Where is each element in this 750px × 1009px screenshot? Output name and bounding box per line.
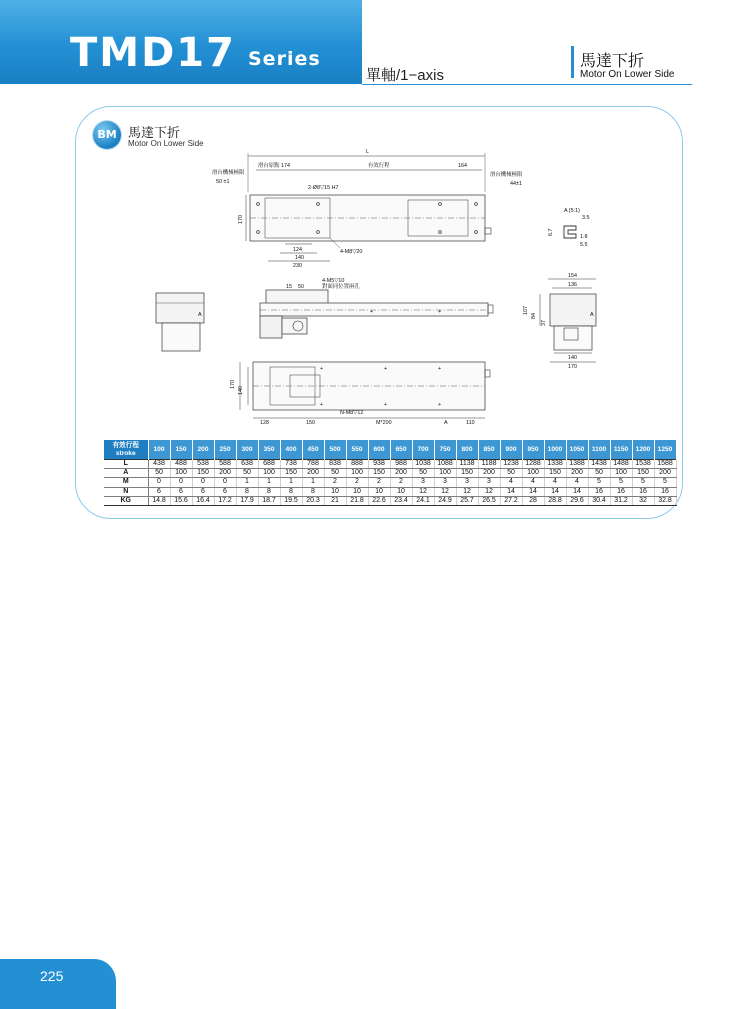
technical-drawing <box>140 140 620 440</box>
dim-140-top: 140 <box>295 255 304 261</box>
table-cell: 988 <box>390 460 412 469</box>
row-label: N <box>104 487 148 496</box>
table-cell: 14.8 <box>148 496 170 505</box>
table-cell: 150 <box>456 469 478 478</box>
table-cell: 150 <box>632 469 654 478</box>
table-cell: 21 <box>324 496 346 505</box>
header-stroke-1000: 1000 <box>544 440 566 460</box>
table-cell: 200 <box>478 469 500 478</box>
table-cell: 100 <box>346 469 368 478</box>
table-cell: 1138 <box>456 460 478 469</box>
footer-tab <box>0 959 116 1009</box>
table-cell: 6 <box>214 487 236 496</box>
table-cell: 16 <box>588 487 610 496</box>
table-cell: 738 <box>280 460 302 469</box>
table-cell: 1438 <box>588 460 610 469</box>
table-row <box>104 478 676 487</box>
table-cell: 30.4 <box>588 496 610 505</box>
header-stroke-1200: 1200 <box>632 440 654 460</box>
table-cell: 0 <box>214 478 236 487</box>
table-cell: 1 <box>236 478 258 487</box>
table-cell: 10 <box>368 487 390 496</box>
table-cell: 14 <box>566 487 588 496</box>
table-cell: 14 <box>500 487 522 496</box>
table-row <box>104 460 676 469</box>
table-cell: 0 <box>148 478 170 487</box>
table-cell: 1038 <box>412 460 434 469</box>
table-cell: 838 <box>324 460 346 469</box>
table-cell: 100 <box>170 469 192 478</box>
table-cell: 1088 <box>434 460 456 469</box>
table-cell: 10 <box>324 487 346 496</box>
table-cell: 200 <box>302 469 324 478</box>
dim-effective-stroke: 有效行程 <box>368 163 390 169</box>
table-cell: 1488 <box>610 460 632 469</box>
table-cell: 24.1 <box>412 496 434 505</box>
page-number: 225 <box>40 968 64 984</box>
dim-37: 37 <box>541 320 547 326</box>
label-mech-limit-left: 滑台機械極限 <box>212 170 245 176</box>
table-cell: 150 <box>368 469 390 478</box>
label-a-left: A <box>198 312 202 318</box>
table-cell: 3 <box>412 478 434 487</box>
table-cell: 12 <box>456 487 478 496</box>
table-cell: 5 <box>654 478 676 487</box>
row-label: KG <box>104 496 148 505</box>
table-cell: 1338 <box>544 460 566 469</box>
marker-plus: + <box>438 402 442 408</box>
table-cell: 8 <box>280 487 302 496</box>
table-cell: 588 <box>214 460 236 469</box>
label-m5: 4-M5▽10 <box>322 278 345 284</box>
table-cell: 200 <box>654 469 676 478</box>
table-cell: 15.6 <box>170 496 192 505</box>
panel-title: 馬達下折 <box>128 125 181 140</box>
header-stroke-1050: 1050 <box>566 440 588 460</box>
table-cell: 638 <box>236 460 258 469</box>
table-cell: 200 <box>214 469 236 478</box>
table-cell: 8 <box>258 487 280 496</box>
table-cell: 50 <box>500 469 522 478</box>
table-cell: 14 <box>522 487 544 496</box>
header-stroke-250: 250 <box>214 440 236 460</box>
table-cell: 1188 <box>478 460 500 469</box>
table-cell: 100 <box>522 469 544 478</box>
dim-5-5: 5.5 <box>580 242 588 248</box>
dim-6-7: 6.7 <box>548 228 554 236</box>
table-cell: 50 <box>588 469 610 478</box>
row-label: A <box>104 469 148 478</box>
header-stroke-450: 450 <box>302 440 324 460</box>
left-end-view <box>156 293 204 351</box>
dim-m200: M*200 <box>376 420 392 426</box>
dim-150: 150 <box>306 420 315 426</box>
header-stroke-350: 350 <box>258 440 280 460</box>
header-stroke-700: 700 <box>412 440 434 460</box>
dim-230: 230 <box>293 263 302 269</box>
table-cell: 32.8 <box>654 496 676 505</box>
table-cell: 28.8 <box>544 496 566 505</box>
table-cell: 50 <box>412 469 434 478</box>
table-cell: 21.8 <box>346 496 368 505</box>
stroke-spec-table <box>104 440 677 506</box>
header-stroke-1250: 1250 <box>654 440 676 460</box>
top-view <box>212 149 523 269</box>
table-cell: 1 <box>280 478 302 487</box>
table-cell: 8 <box>236 487 258 496</box>
table-header-row <box>104 440 676 460</box>
dim-a-bot: A <box>444 420 448 426</box>
table-cell: 3 <box>478 478 500 487</box>
table-cell: 4 <box>544 478 566 487</box>
header-stroke-1100: 1100 <box>588 440 610 460</box>
table-cell: 200 <box>390 469 412 478</box>
label-pin-holes: 2-Ø8▽15 H7 <box>308 185 339 191</box>
table-cell: 938 <box>368 460 390 469</box>
header-stroke-550: 550 <box>346 440 368 460</box>
table-cell: 1 <box>258 478 280 487</box>
label-nm8: N-M8▽12 <box>340 410 364 416</box>
table-cell: 50 <box>148 469 170 478</box>
dim-170-top: 170 <box>238 215 244 224</box>
table-cell: 2 <box>390 478 412 487</box>
dim-3-5: 3.5 <box>582 215 590 221</box>
table-row <box>104 487 676 496</box>
marker-plus: + <box>370 309 374 315</box>
marker-plus: + <box>320 402 324 408</box>
table-cell: 1 <box>302 478 324 487</box>
table-cell: 19.5 <box>280 496 302 505</box>
table-cell: 50 <box>236 469 258 478</box>
table-cell: 16 <box>610 487 632 496</box>
table-cell: 5 <box>610 478 632 487</box>
header-stroke-300: 300 <box>236 440 258 460</box>
table-cell: 1588 <box>654 460 676 469</box>
table-cell: 5 <box>632 478 654 487</box>
table-cell: 1238 <box>500 460 522 469</box>
dim-154: 154 <box>568 273 577 279</box>
table-cell: 1538 <box>632 460 654 469</box>
header-stroke-500: 500 <box>324 440 346 460</box>
dim-50-side: 50 <box>298 284 304 290</box>
table-cell: 26.5 <box>478 496 500 505</box>
table-cell: 4 <box>522 478 544 487</box>
table-cell: 17.9 <box>236 496 258 505</box>
table-cell: 150 <box>192 469 214 478</box>
table-cell: 31.2 <box>610 496 632 505</box>
dim-84: 84 <box>531 313 537 319</box>
bottom-view <box>230 362 490 426</box>
panel-subtitle: Motor On Lower Side <box>128 139 204 148</box>
dim-15: 15 <box>286 284 292 290</box>
header-stroke-1150: 1150 <box>610 440 632 460</box>
table-cell: 27.2 <box>500 496 522 505</box>
table-cell: 488 <box>170 460 192 469</box>
table-cell: 2 <box>346 478 368 487</box>
table-cell: 23.4 <box>390 496 412 505</box>
table-cell: 6 <box>170 487 192 496</box>
table-cell: 0 <box>192 478 214 487</box>
table-cell: 100 <box>610 469 632 478</box>
table-cell: 150 <box>280 469 302 478</box>
header-stroke-650: 650 <box>390 440 412 460</box>
axis-label: 單軸/1−axis <box>366 67 444 84</box>
header-stroke-850: 850 <box>478 440 500 460</box>
section-title: 馬達下折 <box>580 53 645 70</box>
table-cell: 538 <box>192 460 214 469</box>
table-cell: 4 <box>500 478 522 487</box>
dim-140-bot: 140 <box>238 386 244 395</box>
row-label: M <box>104 478 148 487</box>
table-cell: 8 <box>302 487 324 496</box>
table-cell: 16 <box>632 487 654 496</box>
label-m8-top: 4-M8▽20 <box>340 249 363 255</box>
label-opposite-holes: 對面同位置兩孔 <box>322 284 360 290</box>
header-stroke-label <box>104 440 148 460</box>
table-cell: 32 <box>632 496 654 505</box>
dim-140-end: 140 <box>568 355 577 361</box>
dim-164: 164 <box>458 163 467 169</box>
table-cell: 12 <box>434 487 456 496</box>
dim-170-end: 170 <box>568 364 577 370</box>
table-cell: 20.3 <box>302 496 324 505</box>
table-row <box>104 496 676 505</box>
header-stroke-200: 200 <box>192 440 214 460</box>
label-detail-a: A (5:1) <box>564 208 580 214</box>
table-cell: 10 <box>346 487 368 496</box>
table-cell: 6 <box>192 487 214 496</box>
dim-136: 136 <box>568 282 577 288</box>
table-cell: 3 <box>456 478 478 487</box>
header-stroke-750: 750 <box>434 440 456 460</box>
table-cell: 17.2 <box>214 496 236 505</box>
table-cell: 888 <box>346 460 368 469</box>
table-cell: 4 <box>566 478 588 487</box>
marker-plus: + <box>438 366 442 372</box>
header-rule <box>362 84 692 85</box>
dim-107: 107 <box>523 306 529 315</box>
header-stroke-600: 600 <box>368 440 390 460</box>
detail-a <box>548 208 590 248</box>
bm-badge-icon: BM <box>93 121 121 149</box>
table-cell: 688 <box>258 460 280 469</box>
table-cell: 10 <box>390 487 412 496</box>
dim-44: 44±1 <box>510 181 522 187</box>
table-cell: 14 <box>544 487 566 496</box>
dim-L: L <box>366 149 369 155</box>
label-a-right: A <box>590 312 594 318</box>
dim-slide-origin: 滑台原點 174 <box>258 163 291 169</box>
label-mech-limit-right: 滑台機械極限 <box>490 172 523 178</box>
right-end-view <box>523 273 596 370</box>
table-cell: 12 <box>478 487 500 496</box>
dim-124: 124 <box>293 247 302 253</box>
header-stroke-150: 150 <box>170 440 192 460</box>
table-cell: 22.6 <box>368 496 390 505</box>
table-row <box>104 469 676 478</box>
marker-plus: + <box>384 366 388 372</box>
side-view <box>260 278 493 338</box>
table-cell: 5 <box>588 478 610 487</box>
section-subtitle: Motor On Lower Side <box>580 69 675 80</box>
header-stroke-400: 400 <box>280 440 302 460</box>
header-stroke-en: stroke <box>115 449 136 457</box>
dim-128: 128 <box>260 420 269 426</box>
table-cell: 28 <box>522 496 544 505</box>
table-cell: 12 <box>412 487 434 496</box>
table-cell: 2 <box>324 478 346 487</box>
marker-plus: + <box>320 366 324 372</box>
table-cell: 16 <box>654 487 676 496</box>
marker-plus: + <box>438 309 442 315</box>
header-stroke-800: 800 <box>456 440 478 460</box>
table-cell: 50 <box>324 469 346 478</box>
table-cell: 16.4 <box>192 496 214 505</box>
table-cell: 18.7 <box>258 496 280 505</box>
row-label: L <box>104 460 148 469</box>
section-marker <box>571 46 574 78</box>
dim-110: 110 <box>466 420 475 426</box>
table-cell: 100 <box>258 469 280 478</box>
table-cell: 24.9 <box>434 496 456 505</box>
table-cell: 6 <box>148 487 170 496</box>
header-stroke-cn: 有效行程 <box>112 441 139 449</box>
header-stroke-100: 100 <box>148 440 170 460</box>
table-cell: 1388 <box>566 460 588 469</box>
header-stroke-950: 950 <box>522 440 544 460</box>
table-cell: 25.7 <box>456 496 478 505</box>
model-name: TMD17 <box>70 30 236 76</box>
table-cell: 1288 <box>522 460 544 469</box>
table-cell: 29.6 <box>566 496 588 505</box>
table-cell: 100 <box>434 469 456 478</box>
table-cell: 200 <box>566 469 588 478</box>
table-cell: 3 <box>434 478 456 487</box>
table-cell: 788 <box>302 460 324 469</box>
header-stroke-900: 900 <box>500 440 522 460</box>
table-cell: 438 <box>148 460 170 469</box>
series-label: Series <box>248 48 321 70</box>
dim-170-bot: 170 <box>230 380 236 389</box>
dim-50: 50 ±1 <box>216 179 230 185</box>
marker-plus: + <box>384 402 388 408</box>
dim-1-8: 1.8 <box>580 234 588 240</box>
table-cell: 2 <box>368 478 390 487</box>
table-cell: 0 <box>170 478 192 487</box>
table-cell: 150 <box>544 469 566 478</box>
